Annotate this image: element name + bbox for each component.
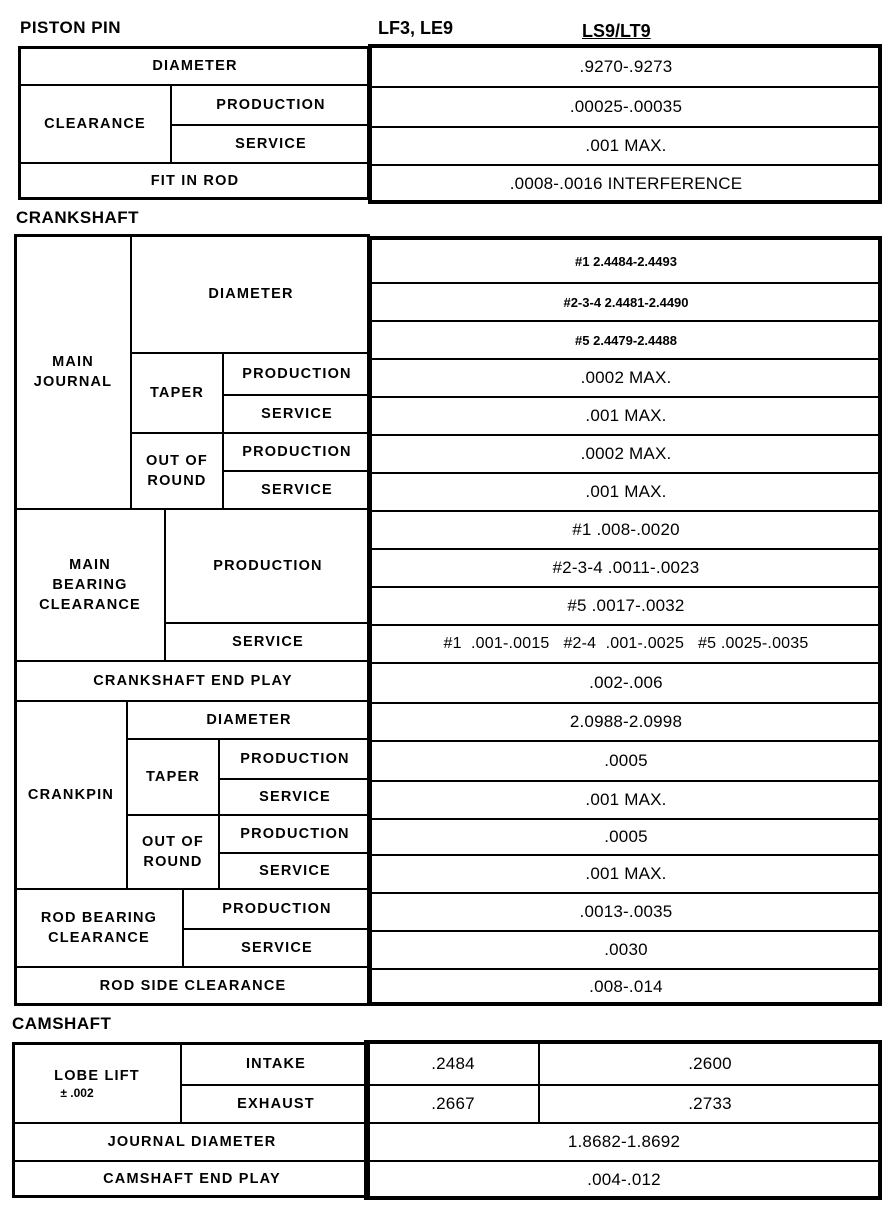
pp-clearance-label: CLEARANCE bbox=[44, 116, 146, 132]
crankshaft-heading: CRANKSHAFT bbox=[16, 208, 140, 227]
mb-service-value: #1 .001-.0015 #2-4 .001-.0025 #5 .0025-.0035 bbox=[443, 635, 809, 652]
mb-production-value-1: #1 .008-.0020 bbox=[572, 520, 680, 539]
pp-service-value: .001 MAX. bbox=[585, 136, 667, 155]
mj-oor-production-value: .0002 MAX. bbox=[580, 444, 672, 463]
journal-diameter-value: 1.8682-1.8692 bbox=[567, 1132, 681, 1151]
exhaust-value-right: .2733 bbox=[688, 1094, 732, 1113]
mj-diameter-label: DIAMETER bbox=[208, 286, 294, 302]
cp-oor-production-value: .0005 bbox=[604, 827, 648, 846]
exhaust-value-left: .2667 bbox=[431, 1094, 475, 1113]
pp-fit-label: FIT IN ROD bbox=[150, 173, 240, 189]
cp-taper-production-value: .0005 bbox=[604, 751, 648, 770]
rod-side-clearance-label: ROD SIDE CLEARANCE bbox=[99, 978, 287, 994]
cp-taper-service-label: SERVICE bbox=[259, 789, 331, 805]
mj-taper-production-value: .0002 MAX. bbox=[580, 368, 672, 387]
mj-diameter-value-2: #2-3-4 2.4481-2.4490 bbox=[563, 294, 689, 310]
mb-production-label: PRODUCTION bbox=[213, 558, 323, 574]
rb-production-value: .0013-.0035 bbox=[579, 902, 673, 921]
column-header-lf3-le9: LF3, LE9 bbox=[378, 18, 454, 38]
main-bearing-clearance-label: MAIN BEARING CLEARANCE bbox=[39, 557, 141, 613]
rb-service-value: .0030 bbox=[604, 940, 648, 959]
pp-production-label: PRODUCTION bbox=[216, 97, 326, 113]
camshaft-heading: CAMSHAFT bbox=[12, 1014, 112, 1033]
intake-label: INTAKE bbox=[245, 1056, 307, 1072]
mj-taper-service-value: .001 MAX. bbox=[585, 406, 667, 425]
cp-taper-production-label: PRODUCTION bbox=[240, 751, 350, 767]
pp-fit-value: .0008-.0016 INTERFERENCE bbox=[509, 174, 743, 193]
main-journal-label: MAIN JOURNAL bbox=[33, 354, 113, 390]
rb-service-label: SERVICE bbox=[241, 940, 313, 956]
lobe-lift-tolerance: ± .002 bbox=[60, 1086, 94, 1100]
piston-pin-heading: PISTON PIN bbox=[20, 18, 122, 37]
intake-value-right: .2600 bbox=[688, 1054, 732, 1073]
cp-oor-service-label: SERVICE bbox=[259, 863, 331, 879]
mj-oor-production-label: PRODUCTION bbox=[242, 444, 352, 460]
mj-diameter-value-1: #1 2.4484-2.4493 bbox=[575, 253, 677, 269]
mj-oor-service-value: .001 MAX. bbox=[585, 482, 667, 501]
pp-diameter-value: .9270-.9273 bbox=[579, 57, 673, 76]
rb-production-label: PRODUCTION bbox=[222, 901, 332, 917]
lobe-lift-label bbox=[14, 1044, 180, 1122]
column-header-ls9-lt9: LS9/LT9 bbox=[582, 21, 651, 41]
pp-production-value: .00025-.00035 bbox=[569, 97, 683, 116]
mj-taper-production-label: PRODUCTION bbox=[242, 366, 352, 382]
intake-value-left: .2484 bbox=[431, 1054, 475, 1073]
rod-bearing-clearance-label: ROD BEARING CLEARANCE bbox=[40, 910, 158, 946]
cp-oor-service-value: .001 MAX. bbox=[585, 864, 667, 883]
crankshaft-end-play-label: CRANKSHAFT END PLAY bbox=[93, 673, 293, 689]
crankpin-label: CRANKPIN bbox=[27, 787, 115, 803]
exhaust-label: EXHAUST bbox=[237, 1096, 315, 1112]
cp-taper-label: TAPER bbox=[145, 769, 201, 785]
mj-taper-label: TAPER bbox=[149, 385, 205, 401]
cp-taper-service-value: .001 MAX. bbox=[585, 790, 667, 809]
mb-production-value-3: #5 .0017-.0032 bbox=[567, 596, 685, 615]
mj-taper-service-label: SERVICE bbox=[261, 406, 333, 422]
cp-oor-production-label: PRODUCTION bbox=[240, 826, 350, 842]
mb-production-value-2: #2-3-4 .0011-.0023 bbox=[552, 558, 700, 577]
mj-out-of-round-label: OUT OF ROUND bbox=[146, 453, 208, 489]
crankshaft-end-play-value: .002-.006 bbox=[589, 673, 663, 692]
mb-service-label: SERVICE bbox=[232, 634, 304, 650]
rod-side-clearance-value: .008-.014 bbox=[589, 977, 663, 996]
camshaft-end-play-value: .004-.012 bbox=[587, 1170, 661, 1189]
lobe-lift-text: LOBE LIFT bbox=[54, 1068, 140, 1084]
cp-diameter-label: DIAMETER bbox=[206, 712, 292, 728]
cp-out-of-round-label: OUT OF ROUND bbox=[142, 834, 204, 870]
mj-oor-service-label: SERVICE bbox=[261, 482, 333, 498]
journal-diameter-label: JOURNAL DIAMETER bbox=[107, 1134, 277, 1150]
pp-service-label: SERVICE bbox=[235, 136, 307, 152]
pp-diameter-label: DIAMETER bbox=[152, 58, 238, 74]
mj-diameter-value-3: #5 2.4479-2.4488 bbox=[575, 332, 677, 348]
camshaft-end-play-label: CAMSHAFT END PLAY bbox=[103, 1171, 281, 1187]
cp-diameter-value: 2.0988-2.0998 bbox=[569, 712, 683, 731]
